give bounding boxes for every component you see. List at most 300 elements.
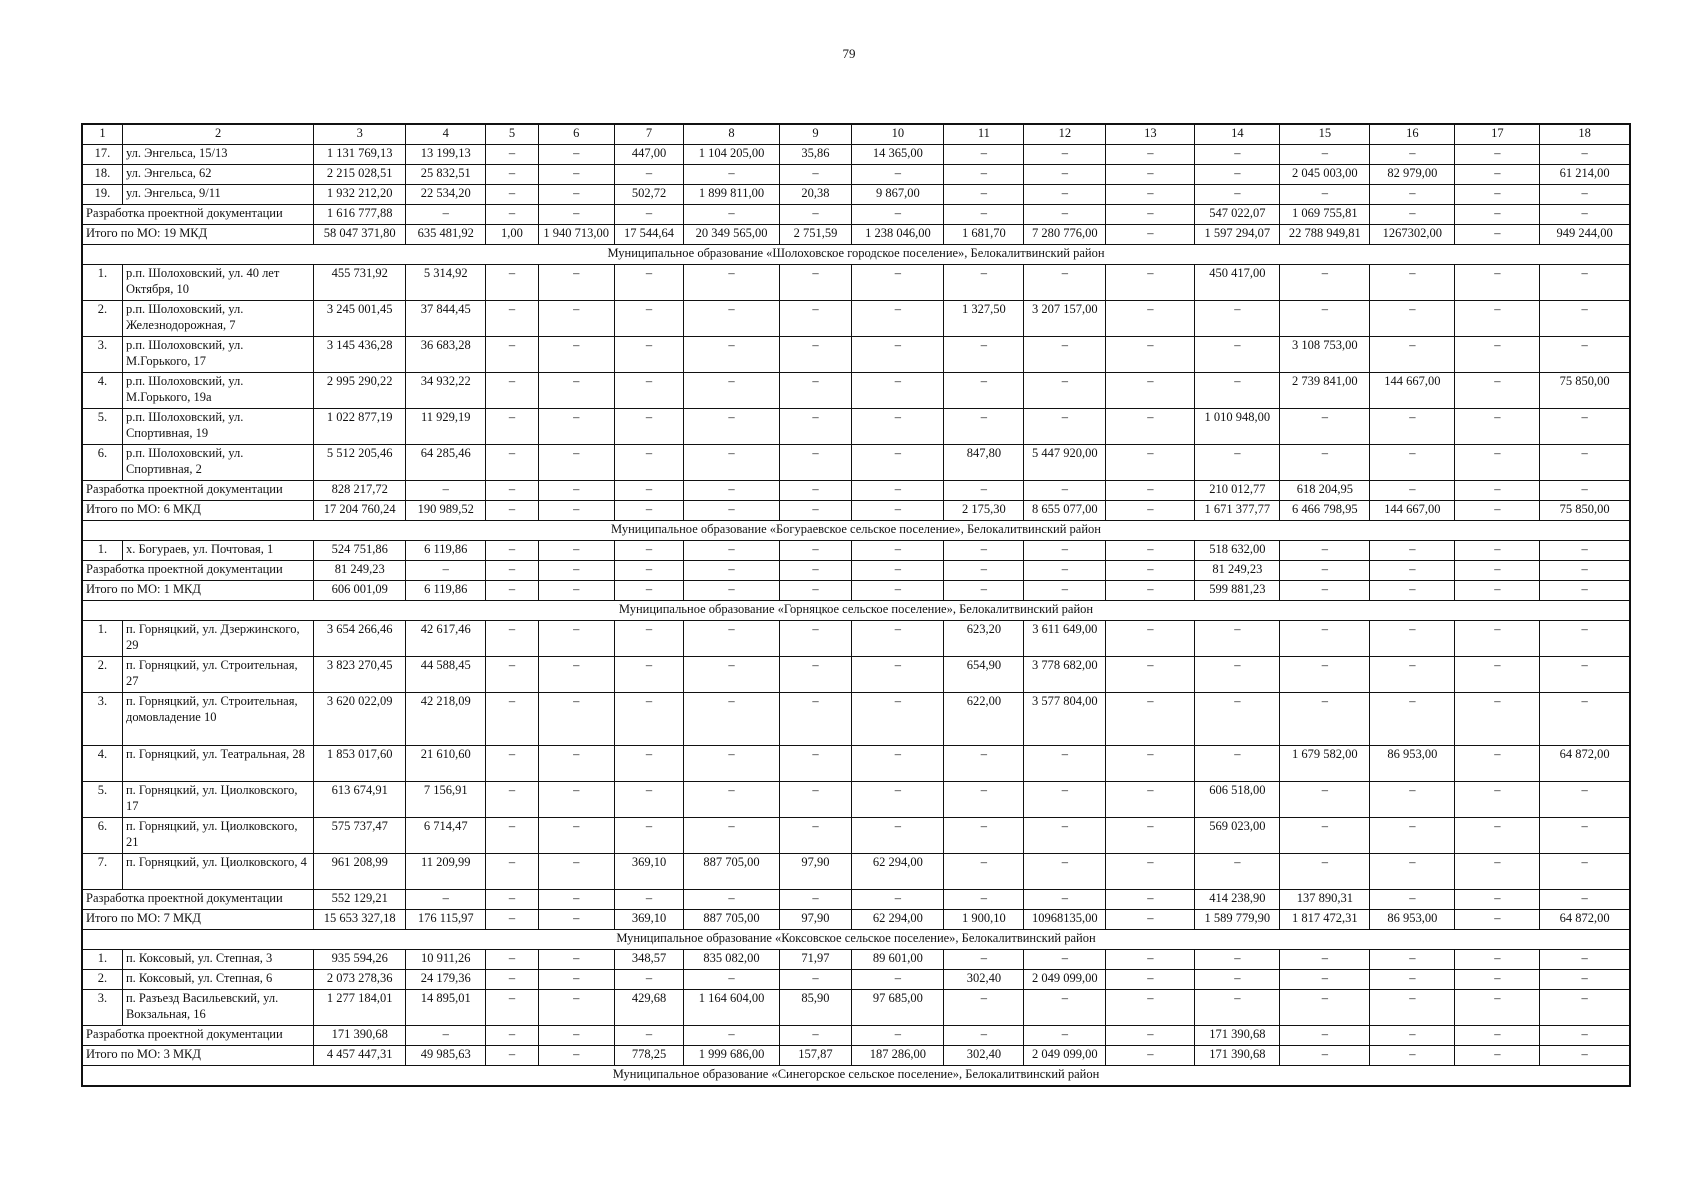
table-cell: 887 705,00: [684, 854, 779, 890]
table-cell: 622,00: [944, 693, 1024, 746]
table-cell: 654,90: [944, 657, 1024, 693]
table-cell: 85,90: [779, 990, 852, 1026]
table-cell: 20 349 565,00: [684, 225, 779, 245]
address-cell: п. Горняцкий, ул. Театральная, 28: [122, 746, 313, 782]
table-cell: –: [1455, 581, 1540, 601]
table-cell: 13 199,13: [406, 145, 486, 165]
table-cell: –: [779, 746, 852, 782]
summary-label: Итого по МО: 19 МКД: [82, 225, 314, 245]
table-cell: –: [1280, 970, 1370, 990]
address-cell: р.п. Шолоховский, ул. Спортивная, 19: [122, 409, 313, 445]
table-cell: 171 390,68: [1195, 1026, 1280, 1046]
table-cell: 9 867,00: [852, 185, 944, 205]
table-cell: –: [1540, 1026, 1630, 1046]
table-cell: –: [1106, 970, 1195, 990]
table-cell: 20,38: [779, 185, 852, 205]
column-header: 15: [1280, 124, 1370, 145]
table-cell: –: [1024, 990, 1106, 1026]
table-cell: –: [1455, 990, 1540, 1026]
summary-label: Итого по МО: 7 МКД: [82, 910, 314, 930]
table-cell: –: [852, 657, 944, 693]
row-number: 1.: [82, 621, 122, 657]
table-cell: –: [1540, 990, 1630, 1026]
table-cell: –: [1540, 185, 1630, 205]
table-cell: –: [1024, 409, 1106, 445]
table-cell: –: [614, 541, 684, 561]
table-cell: 575 737,47: [314, 818, 406, 854]
table-cell: –: [1195, 145, 1280, 165]
table-cell: –: [1195, 301, 1280, 337]
table-cell: 3 823 270,45: [314, 657, 406, 693]
table-cell: –: [1370, 409, 1455, 445]
table-cell: –: [614, 481, 684, 501]
table-cell: –: [1106, 693, 1195, 746]
summary-row: [82, 205, 1630, 225]
summary-label: Разработка проектной документации: [82, 205, 314, 225]
table-cell: –: [614, 657, 684, 693]
table-cell: –: [614, 782, 684, 818]
table-cell: –: [1106, 301, 1195, 337]
table-cell: –: [684, 205, 779, 225]
table-cell: 935 594,26: [314, 950, 406, 970]
table-cell: –: [1106, 854, 1195, 890]
table-cell: –: [1106, 581, 1195, 601]
summary-label: Разработка проектной документации: [82, 1026, 314, 1046]
address-cell: р.п. Шолоховский, ул. Спортивная, 2: [122, 445, 313, 481]
table-cell: 623,20: [944, 621, 1024, 657]
table-cell: 21 610,60: [406, 746, 486, 782]
section-heading-row: [82, 601, 1630, 621]
table-cell: –: [1370, 337, 1455, 373]
table-cell: –: [538, 541, 614, 561]
table-cell: 34 932,22: [406, 373, 486, 409]
table-row: [82, 337, 1630, 373]
table-cell: –: [1370, 1026, 1455, 1046]
table-cell: 22 788 949,81: [1280, 225, 1370, 245]
table-cell: –: [1195, 693, 1280, 746]
column-header: 2: [122, 124, 313, 145]
table-cell: –: [1280, 1026, 1370, 1046]
summary-row: [82, 910, 1630, 930]
table-cell: –: [486, 693, 539, 746]
table-cell: 613 674,91: [314, 782, 406, 818]
table-cell: 778,25: [614, 1046, 684, 1066]
summary-row: [82, 481, 1630, 501]
table-cell: –: [1195, 950, 1280, 970]
address-cell: п. Коксовый, ул. Степная, 6: [122, 970, 313, 990]
summary-row: [82, 501, 1630, 521]
table-cell: –: [684, 746, 779, 782]
table-cell: –: [779, 1026, 852, 1046]
table-cell: 6 714,47: [406, 818, 486, 854]
table-cell: 5 447 920,00: [1024, 445, 1106, 481]
table-cell: 2 739 841,00: [1280, 373, 1370, 409]
table-cell: –: [684, 165, 779, 185]
table-cell: –: [614, 373, 684, 409]
table-cell: –: [538, 621, 614, 657]
table-cell: –: [944, 854, 1024, 890]
table-row: [82, 746, 1630, 782]
table-cell: –: [852, 337, 944, 373]
column-header: 13: [1106, 124, 1195, 145]
table-cell: –: [684, 373, 779, 409]
table-cell: –: [1024, 481, 1106, 501]
table-cell: –: [1106, 657, 1195, 693]
table-row: [82, 990, 1630, 1026]
table-cell: –: [1455, 890, 1540, 910]
table-cell: –: [486, 185, 539, 205]
table-row: [82, 185, 1630, 205]
table-cell: –: [538, 165, 614, 185]
table-cell: –: [1024, 854, 1106, 890]
table-cell: –: [944, 990, 1024, 1026]
table-cell: –: [1106, 1026, 1195, 1046]
address-cell: ул. Энгельса, 15/13: [122, 145, 313, 165]
table-cell: 7 280 776,00: [1024, 225, 1106, 245]
table-cell: –: [944, 561, 1024, 581]
table-cell: –: [1195, 621, 1280, 657]
table-cell: –: [852, 561, 944, 581]
table-cell: –: [852, 1026, 944, 1046]
table-cell: –: [614, 561, 684, 581]
table-cell: –: [486, 854, 539, 890]
table-row: [82, 165, 1630, 185]
table-cell: –: [538, 265, 614, 301]
table-cell: 447,00: [614, 145, 684, 165]
table-cell: –: [944, 165, 1024, 185]
row-number: 5.: [82, 409, 122, 445]
table-cell: 75 850,00: [1540, 501, 1630, 521]
table-cell: 3 207 157,00: [1024, 301, 1106, 337]
table-cell: –: [538, 782, 614, 818]
table-cell: –: [538, 693, 614, 746]
table-cell: 97 685,00: [852, 990, 944, 1026]
table-cell: –: [1195, 990, 1280, 1026]
table-cell: –: [1195, 746, 1280, 782]
table-cell: –: [944, 818, 1024, 854]
table-cell: –: [852, 409, 944, 445]
table-cell: 10968135,00: [1024, 910, 1106, 930]
table-row: [82, 970, 1630, 990]
table-cell: –: [944, 409, 1024, 445]
table-cell: –: [1540, 409, 1630, 445]
table-cell: –: [1540, 205, 1630, 225]
table-cell: –: [1280, 445, 1370, 481]
table-cell: 369,10: [614, 854, 684, 890]
table-cell: –: [1370, 693, 1455, 746]
table-cell: 4 457 447,31: [314, 1046, 406, 1066]
table-cell: –: [1370, 657, 1455, 693]
table-cell: –: [538, 854, 614, 890]
table-cell: –: [538, 950, 614, 970]
row-number: 6.: [82, 818, 122, 854]
address-cell: п. Горняцкий, ул. Дзержинского, 29: [122, 621, 313, 657]
table-cell: –: [486, 481, 539, 501]
column-header: 7: [614, 124, 684, 145]
table-cell: –: [1540, 970, 1630, 990]
table-cell: 618 204,95: [1280, 481, 1370, 501]
table-cell: 64 872,00: [1540, 746, 1630, 782]
table-cell: –: [486, 445, 539, 481]
table-cell: –: [406, 561, 486, 581]
table-cell: –: [486, 301, 539, 337]
section-heading-row: [82, 1066, 1630, 1087]
table-cell: –: [684, 337, 779, 373]
table-cell: –: [779, 693, 852, 746]
table-cell: –: [779, 481, 852, 501]
table-cell: 61 214,00: [1540, 165, 1630, 185]
table-cell: –: [1195, 970, 1280, 990]
table-cell: –: [1280, 581, 1370, 601]
table-cell: –: [1280, 782, 1370, 818]
table-cell: 44 588,45: [406, 657, 486, 693]
table-cell: 11 929,19: [406, 409, 486, 445]
table-cell: –: [1280, 301, 1370, 337]
table-cell: –: [538, 890, 614, 910]
table-cell: –: [614, 445, 684, 481]
table-cell: –: [1455, 818, 1540, 854]
table-cell: –: [538, 818, 614, 854]
table-cell: 176 115,97: [406, 910, 486, 930]
table-cell: 7 156,91: [406, 782, 486, 818]
summary-row: [82, 1046, 1630, 1066]
table-cell: –: [486, 561, 539, 581]
table-cell: –: [1024, 145, 1106, 165]
table-cell: –: [1106, 265, 1195, 301]
table-cell: –: [1024, 205, 1106, 225]
table-cell: –: [538, 373, 614, 409]
section-heading-row: [82, 930, 1630, 950]
table-cell: –: [779, 657, 852, 693]
row-number: 7.: [82, 854, 122, 890]
table-cell: 1 999 686,00: [684, 1046, 779, 1066]
table-cell: –: [684, 561, 779, 581]
table-cell: 2 049 099,00: [1024, 1046, 1106, 1066]
table-cell: –: [614, 337, 684, 373]
table-cell: –: [684, 621, 779, 657]
row-number: 1.: [82, 950, 122, 970]
table-cell: 97,90: [779, 854, 852, 890]
column-header: 12: [1024, 124, 1106, 145]
table-cell: –: [684, 501, 779, 521]
table-cell: –: [944, 373, 1024, 409]
address-cell: р.п. Шолоховский, ул. М.Горького, 17: [122, 337, 313, 373]
table-cell: 86 953,00: [1370, 910, 1455, 930]
table-cell: –: [779, 890, 852, 910]
table-cell: 3 245 001,45: [314, 301, 406, 337]
address-cell: п. Коксовый, ул. Степная, 3: [122, 950, 313, 970]
table-cell: –: [944, 337, 1024, 373]
table-cell: 455 731,92: [314, 265, 406, 301]
table-cell: –: [684, 409, 779, 445]
address-cell: п. Горняцкий, ул. Циолковского, 21: [122, 818, 313, 854]
table-cell: 35,86: [779, 145, 852, 165]
table-cell: 3 778 682,00: [1024, 657, 1106, 693]
table-cell: –: [614, 818, 684, 854]
table-cell: –: [944, 541, 1024, 561]
table-cell: –: [1455, 1046, 1540, 1066]
table-cell: –: [1540, 337, 1630, 373]
table-cell: –: [779, 541, 852, 561]
table-cell: –: [944, 581, 1024, 601]
table-cell: –: [1280, 657, 1370, 693]
table-cell: 137 890,31: [1280, 890, 1370, 910]
table-cell: –: [852, 782, 944, 818]
table-cell: –: [779, 301, 852, 337]
table-cell: –: [1106, 910, 1195, 930]
column-header: 3: [314, 124, 406, 145]
table-cell: –: [944, 481, 1024, 501]
table-cell: –: [779, 501, 852, 521]
table-cell: –: [1024, 165, 1106, 185]
table-cell: –: [1455, 265, 1540, 301]
table-cell: 5 512 205,46: [314, 445, 406, 481]
table-cell: –: [486, 657, 539, 693]
table-cell: –: [614, 1026, 684, 1046]
table-cell: –: [1106, 541, 1195, 561]
table-cell: –: [684, 657, 779, 693]
table-cell: –: [1106, 165, 1195, 185]
table-cell: 171 390,68: [314, 1026, 406, 1046]
table-cell: –: [1370, 445, 1455, 481]
table-cell: 49 985,63: [406, 1046, 486, 1066]
table-cell: –: [486, 890, 539, 910]
column-header: 9: [779, 124, 852, 145]
table-row: [82, 445, 1630, 481]
table-cell: –: [1370, 782, 1455, 818]
table-cell: –: [1024, 185, 1106, 205]
table-cell: –: [1455, 445, 1540, 481]
row-number: 4.: [82, 373, 122, 409]
table-cell: –: [684, 481, 779, 501]
table-cell: –: [1455, 970, 1540, 990]
table-cell: 1 164 604,00: [684, 990, 779, 1026]
table-cell: 2 045 003,00: [1280, 165, 1370, 185]
table-row: [82, 854, 1630, 890]
table-row: [82, 693, 1630, 746]
row-number: 6.: [82, 445, 122, 481]
table-cell: 15 653 327,18: [314, 910, 406, 930]
table-cell: –: [486, 990, 539, 1026]
table-cell: –: [1455, 409, 1540, 445]
table-cell: –: [1540, 445, 1630, 481]
table-cell: –: [1024, 581, 1106, 601]
table-cell: –: [538, 445, 614, 481]
table-cell: –: [1455, 561, 1540, 581]
table-cell: –: [1106, 561, 1195, 581]
table-cell: –: [1540, 657, 1630, 693]
table-cell: –: [1280, 818, 1370, 854]
table-cell: 14 895,01: [406, 990, 486, 1026]
address-cell: п. Горняцкий, ул. Циолковского, 17: [122, 782, 313, 818]
table-cell: –: [684, 541, 779, 561]
table-cell: –: [852, 541, 944, 561]
table-cell: –: [1540, 145, 1630, 165]
row-number: 2.: [82, 657, 122, 693]
table-cell: –: [684, 818, 779, 854]
table-cell: –: [1540, 561, 1630, 581]
table-row: [82, 373, 1630, 409]
table-cell: –: [852, 373, 944, 409]
table-cell: –: [1370, 1046, 1455, 1066]
table-cell: –: [486, 1046, 539, 1066]
table-cell: –: [1540, 818, 1630, 854]
table-cell: 599 881,23: [1195, 581, 1280, 601]
table-cell: –: [1455, 693, 1540, 746]
table-cell: –: [1370, 481, 1455, 501]
table-cell: 58 047 371,80: [314, 225, 406, 245]
table-cell: 5 314,92: [406, 265, 486, 301]
table-cell: –: [538, 581, 614, 601]
table-cell: 6 119,86: [406, 581, 486, 601]
table-cell: 835 082,00: [684, 950, 779, 970]
table-cell: –: [1195, 657, 1280, 693]
table-cell: –: [614, 693, 684, 746]
table-cell: –: [1024, 373, 1106, 409]
table-cell: –: [486, 165, 539, 185]
table-cell: –: [1455, 854, 1540, 890]
table-cell: 1 277 184,01: [314, 990, 406, 1026]
table-cell: –: [1370, 854, 1455, 890]
summary-row: [82, 561, 1630, 581]
table-cell: 847,80: [944, 445, 1024, 481]
table-cell: –: [486, 265, 539, 301]
table-cell: 414 238,90: [1195, 890, 1280, 910]
table-cell: –: [944, 950, 1024, 970]
table-cell: –: [1280, 409, 1370, 445]
row-number: 2.: [82, 970, 122, 990]
table-cell: 86 953,00: [1370, 746, 1455, 782]
table-row: [82, 657, 1630, 693]
table-cell: –: [1455, 501, 1540, 521]
table-cell: –: [1195, 854, 1280, 890]
table-cell: –: [944, 746, 1024, 782]
table-cell: –: [406, 890, 486, 910]
table-cell: –: [538, 301, 614, 337]
table-cell: 64 872,00: [1540, 910, 1630, 930]
summary-row: [82, 225, 1630, 245]
table-cell: 524 751,86: [314, 541, 406, 561]
table-cell: 429,68: [614, 990, 684, 1026]
summary-label: Разработка проектной документации: [82, 890, 314, 910]
table-cell: –: [614, 265, 684, 301]
table-cell: –: [1540, 950, 1630, 970]
table-cell: –: [1540, 481, 1630, 501]
section-title: Муниципальное образование «Горняцкое сельское поселение», Белокалитвинский район: [82, 601, 1630, 621]
table-cell: –: [852, 746, 944, 782]
table-cell: –: [1195, 165, 1280, 185]
table-cell: –: [1106, 746, 1195, 782]
table-cell: –: [1195, 445, 1280, 481]
table-cell: –: [614, 890, 684, 910]
table-cell: 81 249,23: [1195, 561, 1280, 581]
table-cell: –: [614, 746, 684, 782]
table-cell: –: [852, 165, 944, 185]
table-cell: 1 010 948,00: [1195, 409, 1280, 445]
table-cell: –: [1370, 561, 1455, 581]
table-cell: –: [1455, 950, 1540, 970]
table-cell: 1 597 294,07: [1195, 225, 1280, 245]
table-cell: 1 853 017,60: [314, 746, 406, 782]
table-cell: –: [1280, 265, 1370, 301]
table-cell: –: [1024, 818, 1106, 854]
table-cell: –: [1106, 409, 1195, 445]
table-cell: –: [486, 950, 539, 970]
table-cell: 3 145 436,28: [314, 337, 406, 373]
table-cell: –: [1540, 693, 1630, 746]
table-cell: –: [1280, 990, 1370, 1026]
address-cell: п. Горняцкий, ул. Строительная, домовладение 10: [122, 693, 313, 746]
